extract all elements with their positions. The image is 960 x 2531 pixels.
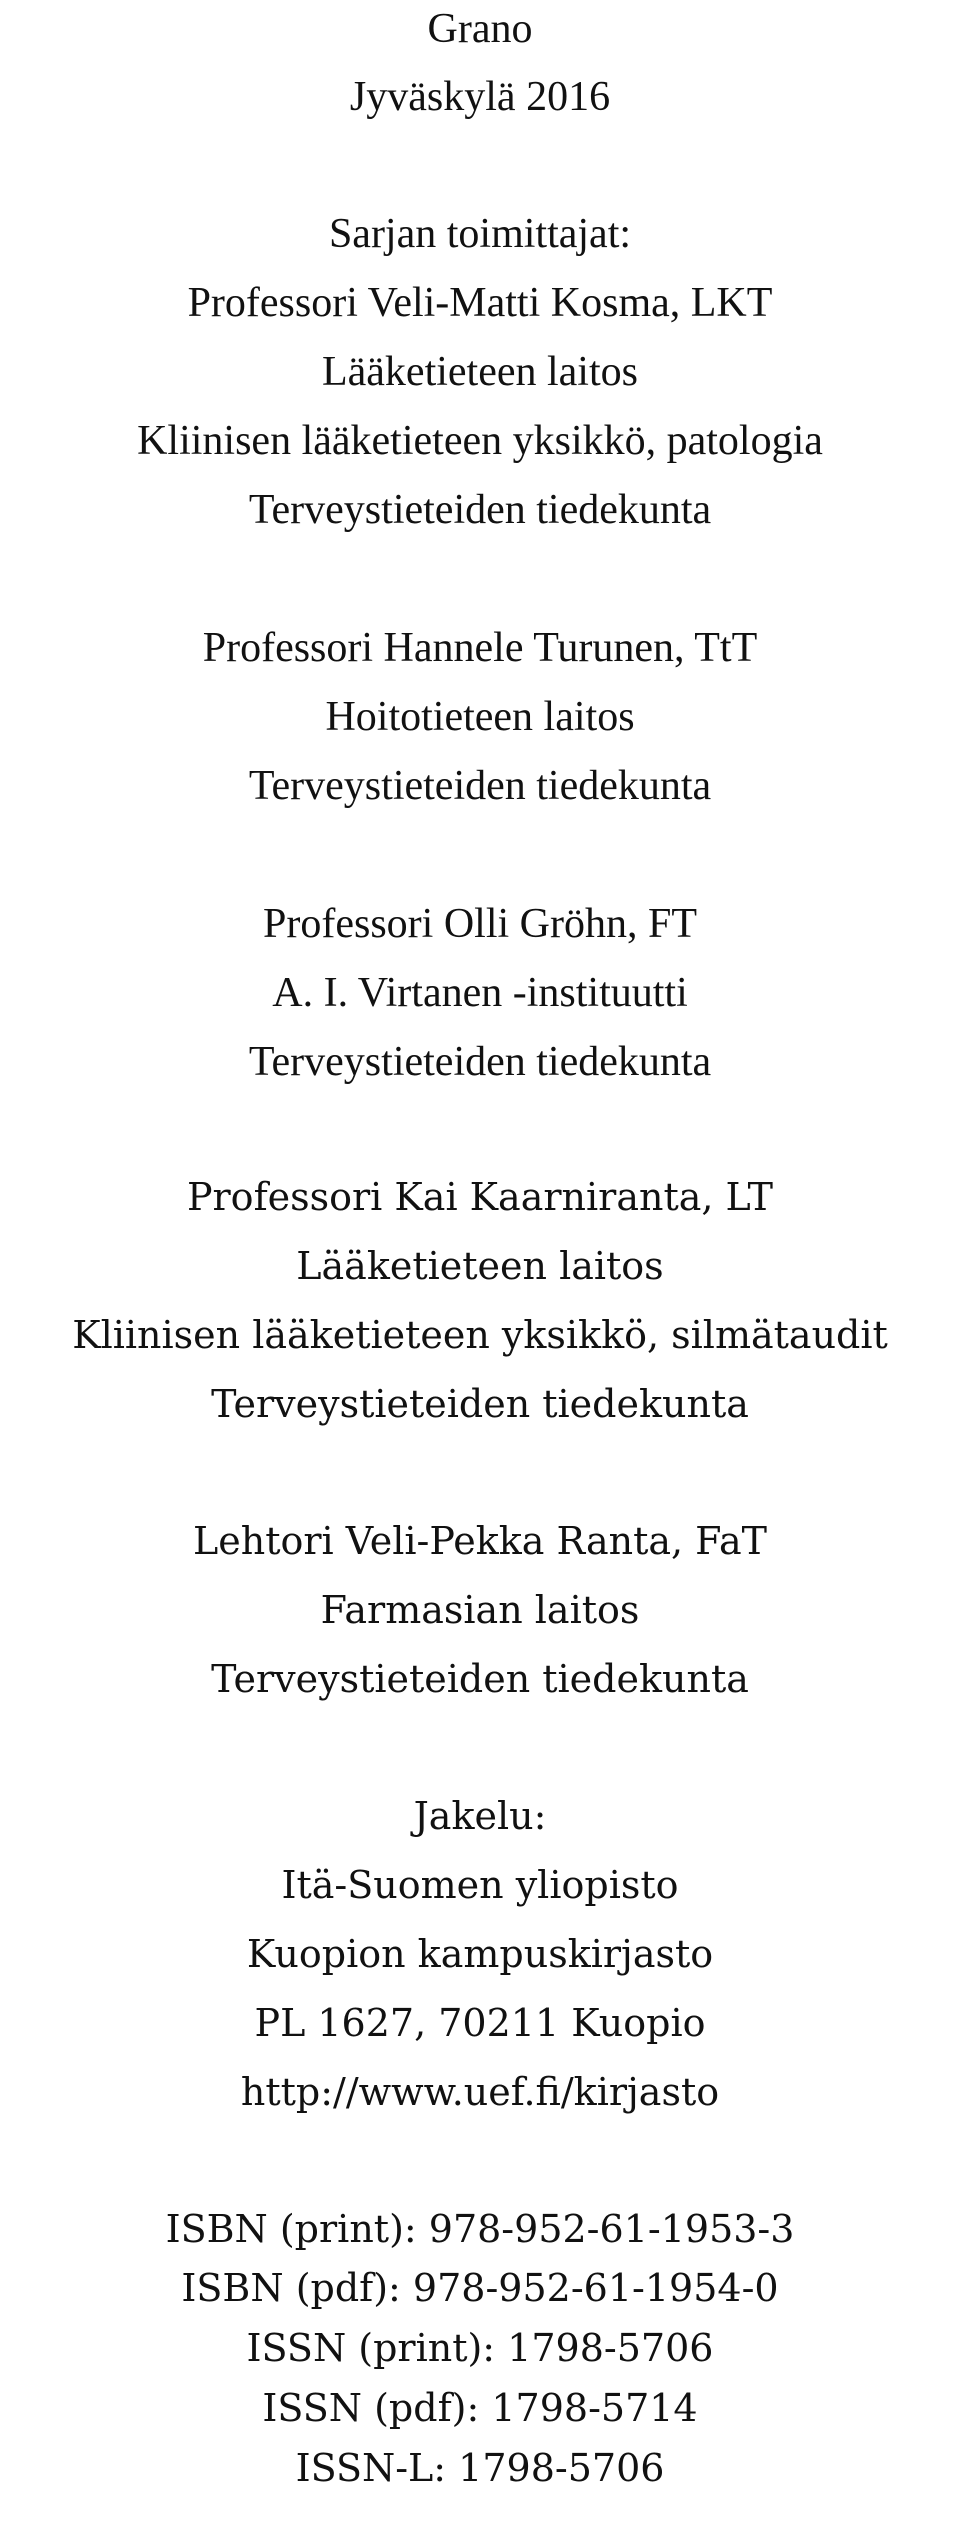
editor-1-name: Professori Veli-Matti Kosma, LKT — [187, 280, 773, 326]
issn-l: ISSN-L: 1798-5706 — [295, 2446, 665, 2490]
editor-4-department: Lääketieteen laitos — [296, 1244, 664, 1288]
editor-5-department: Farmasian laitos — [320, 1588, 640, 1632]
editor-4-unit: Kliinisen lääketieteen yksikkö, silmätaudit — [72, 1313, 888, 1357]
issn-print: ISSN (print): 1798-5706 — [246, 2326, 714, 2370]
isbn-print: ISBN (print): 978-952-61-1953-3 — [165, 2207, 795, 2251]
editor-3-faculty: Terveystieteiden tiedekunta — [248, 1039, 712, 1085]
isbn-pdf: ISBN (pdf): 978-952-61-1954-0 — [181, 2266, 779, 2310]
editor-1-department: Lääketieteen laitos — [321, 349, 638, 395]
publisher: Grano — [427, 6, 533, 52]
distribution-organization: Itä-Suomen yliopisto — [281, 1863, 679, 1907]
editor-4-name: Professori Kai Kaarniranta, LT — [186, 1175, 774, 1219]
editor-3-name: Professori Olli Gröhn, FT — [263, 901, 697, 947]
place-year: Jyväskylä 2016 — [349, 74, 611, 120]
editor-3-department: A. I. Virtanen -instituutti — [272, 970, 688, 1016]
issn-pdf: ISSN (pdf): 1798-5714 — [262, 2386, 698, 2430]
distribution-url: http://www.uef.fi/kirjasto — [240, 2070, 720, 2114]
distribution-address: PL 1627, 70211 Kuopio — [254, 2001, 706, 2045]
editor-2-faculty: Terveystieteiden tiedekunta — [248, 763, 712, 809]
editor-1-faculty: Terveystieteiden tiedekunta — [248, 487, 712, 533]
editor-1-unit: Kliinisen lääketieteen yksikkö, patologia — [137, 418, 823, 464]
editor-4-faculty: Terveystieteiden tiedekunta — [211, 1382, 749, 1426]
editor-2-name: Professori Hannele Turunen, TtT — [202, 625, 758, 671]
distribution-heading: Jakelu: — [413, 1794, 547, 1838]
editors-heading: Sarjan toimittajat: — [328, 211, 632, 257]
distribution-library: Kuopion kampuskirjasto — [246, 1932, 714, 1976]
editor-2-department: Hoitotieteen laitos — [325, 694, 635, 740]
editor-5-faculty: Terveystieteiden tiedekunta — [211, 1657, 749, 1701]
editor-5-name: Lehtori Veli-Pekka Ranta, FaT — [193, 1519, 767, 1563]
